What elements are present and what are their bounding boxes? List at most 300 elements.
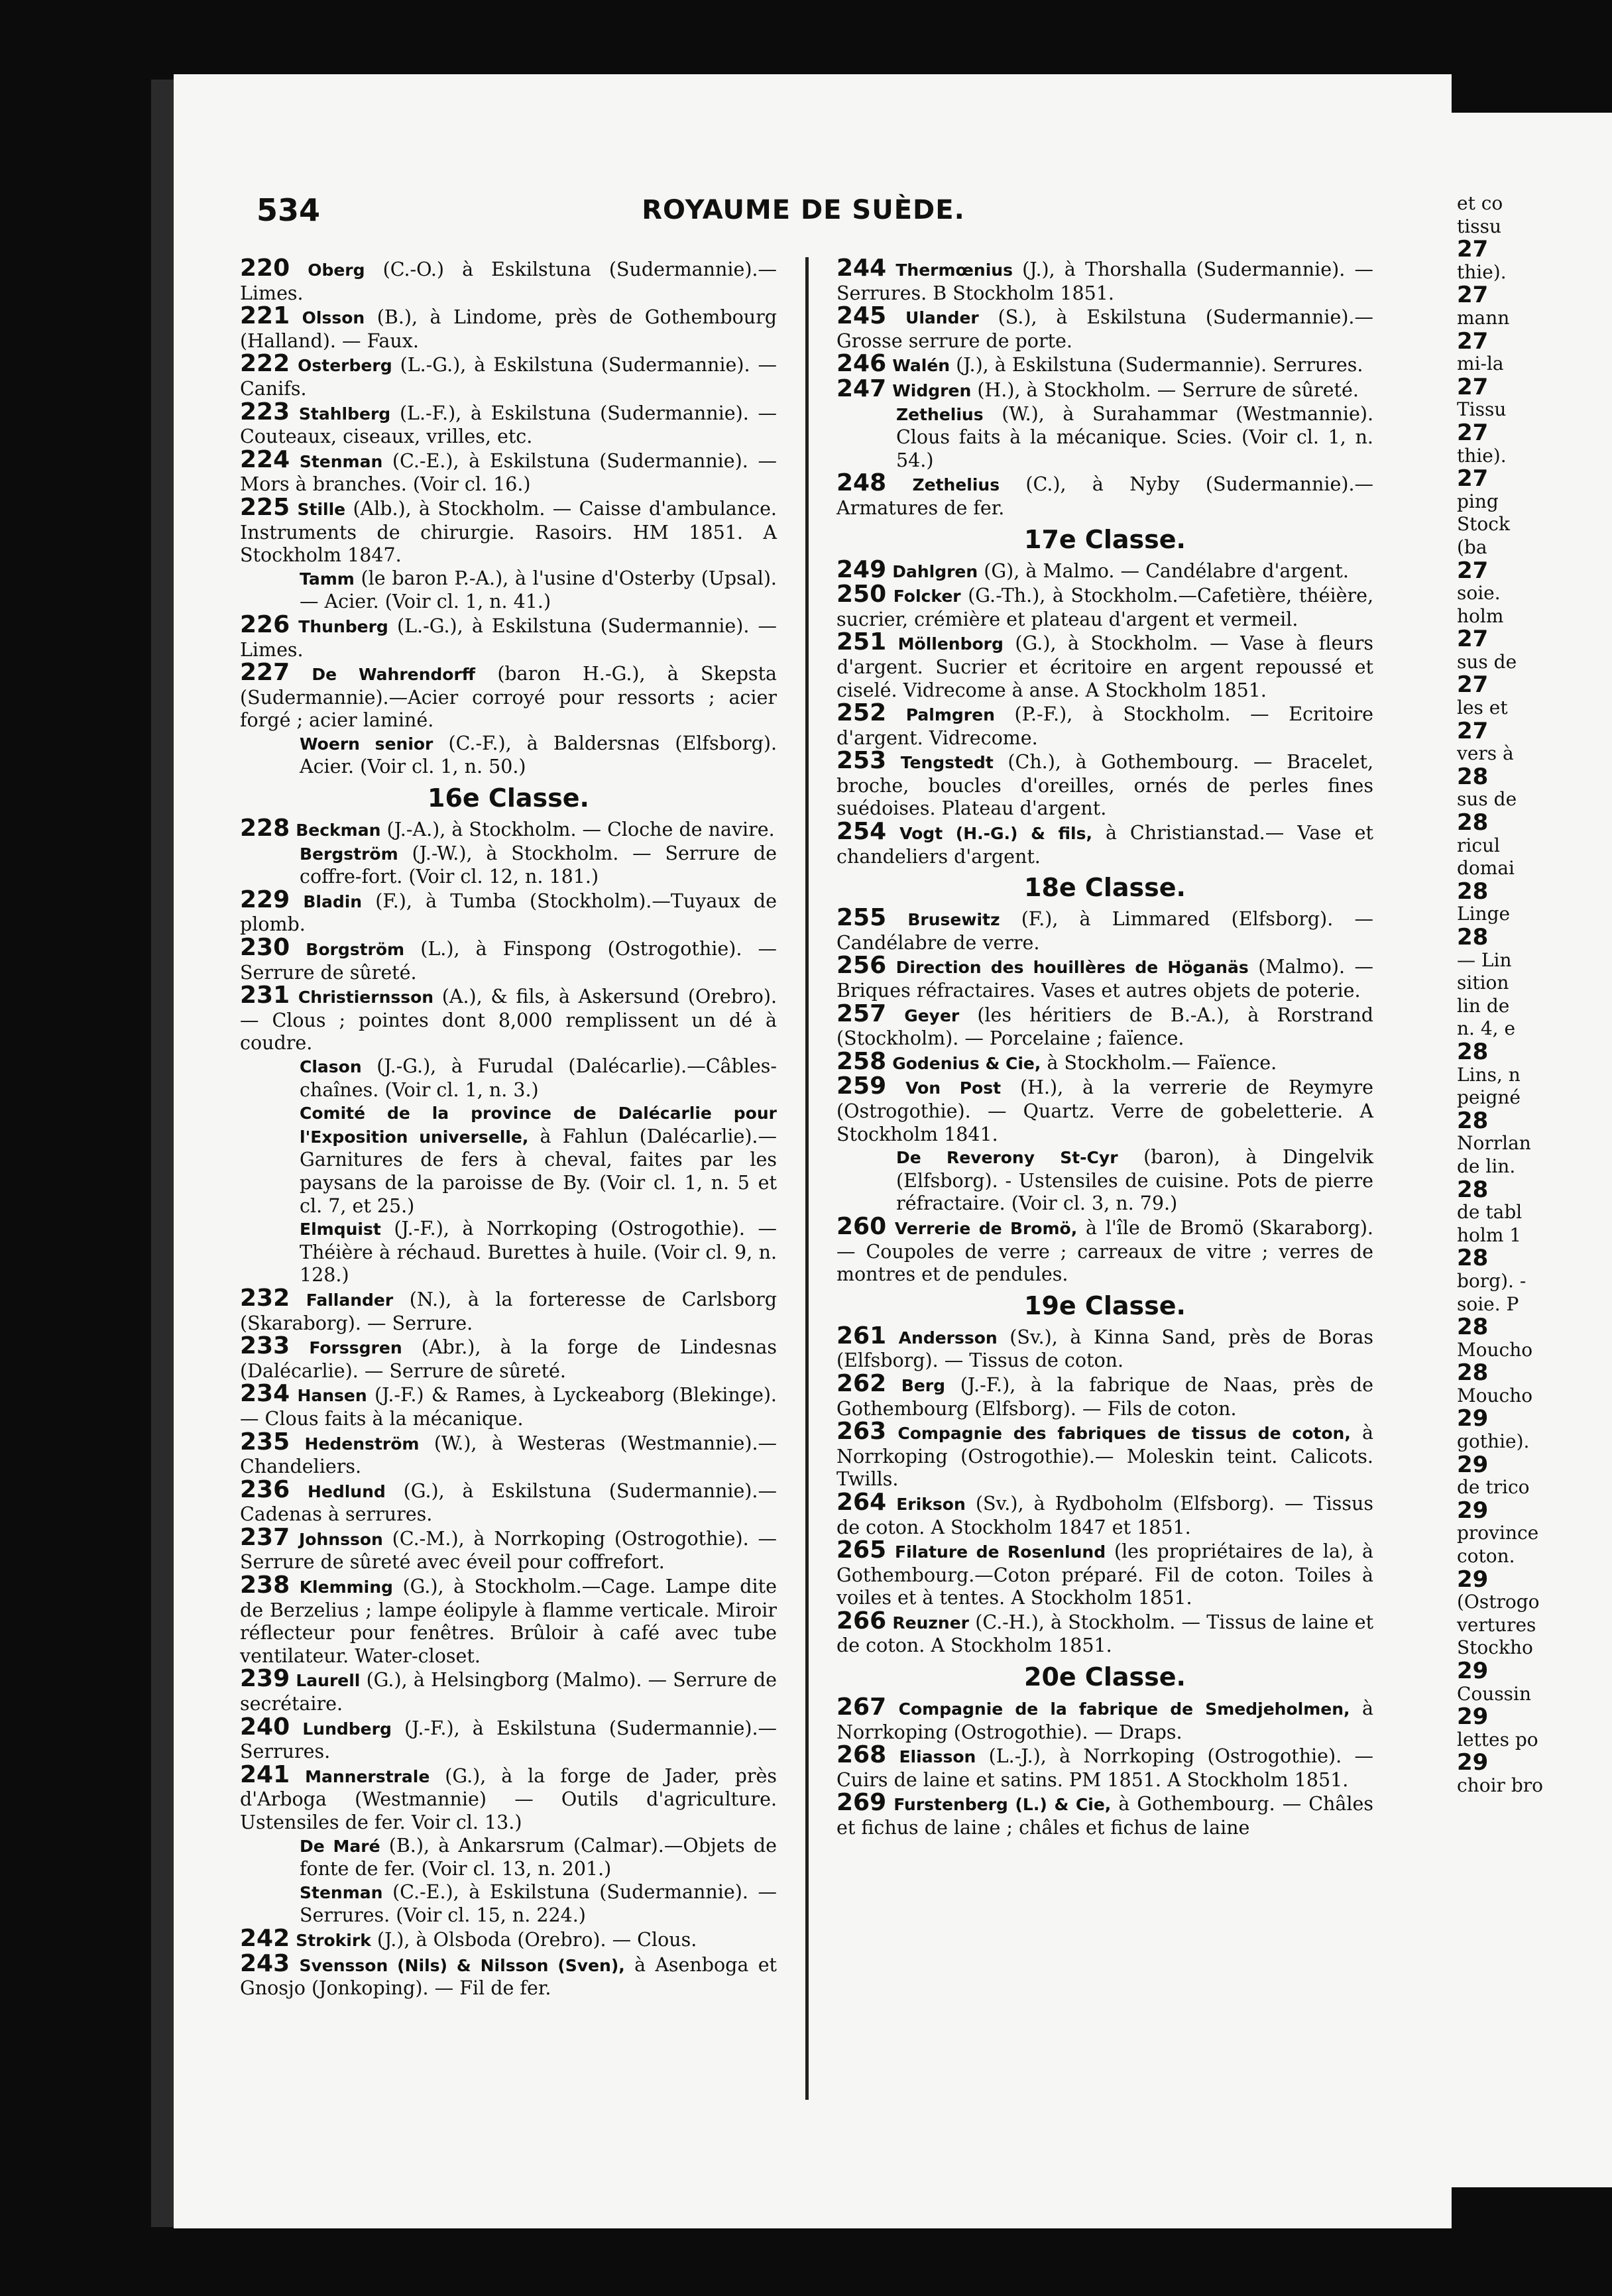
entry-number: 265 [836,1536,887,1564]
entry-number: 263 [836,1418,887,1446]
entry-text: (G.), à Stockholm. — Vase à fleurs d'argent. Sucrier et écritoire en argent repoussé et ciselé. Vidrecome à anse. A Stockholm 1851. [836,632,1373,701]
entry-number: 235 [240,1428,290,1456]
entry-text: (les propriétaires de la), à Gothembourg.—Coton préparé. Fil de coton. Toiles à voiles et à tentes. A Stockholm 1851. [836,1540,1374,1609]
facing-page-fragment: n. 4, e [1457,1017,1516,1040]
entry-text: (G.), à Stockholm.—Cage. Lampe dite de Berzelius ; lampe éolipyle à flamme verticale. Miroir réflecteur pour fenêtres. Brûloir à café avec tube ventilateur. Water-closet. [240,1576,777,1667]
exhibitor-name: Fallander [306,1290,394,1310]
exhibitor-name: Bergström [300,844,398,864]
entry-number: 243 [240,1949,290,1977]
facing-page-fragment: province [1457,1522,1539,1544]
exhibitor-entry [240,1924,777,1953]
exhibitor-entry [240,1102,777,1218]
entry-number: 249 [836,555,887,583]
entry-number: 224 [240,445,290,473]
entry-text: (W.), à Surahammar (Westmannie). Clous faits à la mécanique. Scies. (Voir cl. 1, n. 54.) [896,402,1373,471]
entry-text: (Abr.), à la forge de Lindesnas (Dalécarlie). — Serrure de sûreté. [240,1336,777,1382]
exhibitor-entry [240,1055,777,1102]
book-binding-shadow [151,80,174,2227]
exhibitor-entry [240,1428,777,1479]
exhibitor-name: Svensson (Nils) & Nilsson (Sven), [299,1955,625,1975]
exhibitor-name: Ulander [905,308,979,328]
exhibitor-name: Compagnie des fabriques de tissus de coton, [897,1424,1351,1444]
exhibitor-name: Stenman [299,451,383,471]
facing-page-fragment: 28 [1457,763,1489,790]
entry-text: (C.-O.) à Eskilstuna (Sudermannie).— Limes. [240,258,777,304]
exhibitor-name: Furstenberg (L.) & Cie, [893,1795,1112,1815]
facing-page-fragment: Moucho [1457,1384,1533,1406]
facing-page-fragment: Stock [1457,513,1510,536]
exhibitor-entry [836,1741,1374,1792]
facing-page-fragment: 27 [1457,373,1489,400]
entry-text: (baron H.-G.), à Skepsta (Sudermannie).—Acier corroyé pour ressorts ; acier forgé ; acier laminé. [240,663,777,732]
exhibitor-name: Olsson [302,308,365,328]
entry-number: 268 [836,1741,887,1769]
facing-page-fragment: 29 [1457,1703,1489,1731]
facing-page-fragment: soie. P [1457,1292,1519,1315]
facing-page-fragment: vertures [1457,1613,1536,1636]
entry-text: (G.), à Eskilstuna (Sudermannie).— Cadenas à serrures. [240,1479,777,1526]
entry-text: (J.-F.), à la fabrique de Naas, près de Gothembourg (Elfsborg). — Fils de coton. [836,1373,1374,1420]
entry-text: (A.), & fils, à Askersund (Orebro). — Clous ; pointes dont 8,000 remplissent un dé à coudre. [240,986,777,1055]
exhibitor-entry [836,257,1373,305]
exhibitor-entry [240,1332,777,1383]
facing-page-fragment: holm 1 [1457,1224,1522,1246]
facing-page-fragment: ping [1457,490,1499,512]
entry-text: à Norrkoping (Ostrogothie). — Draps. [836,1697,1374,1743]
entry-number: 256 [836,952,887,980]
facing-page-fragment: de lin. [1457,1155,1516,1177]
exhibitor-name: Geyer [904,1005,960,1025]
entry-text: (J.-F.), à Norrkoping (Ostrogothie). — Théière à réchaud. Burettes à huile. (Voir cl. 9, n. 128.) [300,1218,777,1287]
exhibitor-entry [240,842,777,889]
entry-text: (G.), à la forge de Jader, près d'Arboga (Westmannie) — Outils d'agriculture. Ustensiles de fer. Voir cl. 13.) [240,1764,777,1833]
exhibitor-entry [240,1523,777,1574]
exhibitor-name: Oberg [308,260,365,280]
exhibitor-name: Tamm [300,569,355,589]
entry-number: 238 [240,1572,290,1599]
exhibitor-entry [836,350,1373,378]
exhibitor-name: Mannerstrale [305,1766,430,1786]
facing-page-fragment: borg). - [1457,1269,1526,1292]
exhibitor-name: Thermœnius [895,260,1013,280]
exhibitor-name: Walén [892,356,950,376]
entry-number: 231 [240,982,290,1009]
entry-text: (C.-E.), à Eskilstuna (Sudermannie). — Serrures. (Voir cl. 15, n. 224.) [300,1880,777,1927]
entry-number: 260 [836,1212,887,1240]
entry-number: 267 [836,1693,887,1721]
class-heading: 18e Classe. [1024,873,1186,903]
facing-page-fragments [1457,192,1612,1798]
exhibitor-entry [836,818,1373,868]
facing-page-fragment: 28 [1457,1359,1489,1387]
page-header [257,192,1350,245]
exhibitor-entry [240,302,777,353]
exhibitor-name: Möllenborg [897,634,1004,654]
exhibitor-entry [240,934,777,984]
entry-number: 223 [240,398,290,426]
facing-page-fragment: domai [1457,857,1515,880]
facing-page-fragment: 27 [1457,236,1489,263]
exhibitor-name: De Reverony St-Cyr [896,1148,1118,1168]
facing-page-fragment: 28 [1457,878,1489,905]
entry-text: (J.), à Olsboda (Orebro). — Clous. [376,1928,697,1951]
exhibitor-name: Stille [297,499,346,519]
exhibitor-name: Dahlgren [892,561,978,581]
facing-page-fragment: 29 [1457,1658,1489,1684]
exhibitor-entry [836,1369,1374,1420]
exhibitor-entry [836,1488,1374,1539]
entry-number: 264 [836,1488,887,1516]
exhibitor-name: Borgström [306,940,405,960]
exhibitor-name: Stahlberg [298,404,391,424]
facing-page-fragment: 27 [1457,282,1489,309]
entry-number: 262 [836,1369,887,1397]
exhibitor-entry [836,403,1373,473]
facing-page-fragment: 29 [1457,1749,1489,1776]
entry-text: à Asenboga et Gnosjo (Jonkoping). — Fil de fer. [240,1953,777,2000]
entry-number: 230 [240,934,290,962]
facing-page-fragment: et co [1457,192,1503,214]
entry-text: (J.-A.), à Stockholm. — Cloche de navire. [386,819,775,841]
facing-page-fragment: lettes po [1457,1728,1538,1751]
facing-page-fragment: de tabl [1457,1201,1523,1224]
facing-page-fragment: (Ostrogo [1457,1591,1540,1613]
exhibitor-entry [836,1072,1373,1146]
entry-text: (G.-Th.), à Stockholm.—Cafetière, théière, sucrier, crémière et plateau d'argent et vermeil. [836,585,1374,630]
facing-page-fragment: 28 [1457,1176,1489,1203]
entry-text: (G), à Malmo. — Candélabre d'argent. [984,559,1349,582]
exhibitor-entry [836,302,1373,353]
facing-page-fragment: 28 [1457,1107,1489,1134]
exhibitor-entry [836,1420,1373,1491]
running-title: ROYAUME DE SUÈDE. [642,195,965,225]
facing-page-fragment: choir bro [1457,1774,1543,1796]
facing-page-fragment: — Lin [1457,948,1512,971]
entry-text: à Christianstad.— Vase et chandeliers d'argent. [836,822,1373,868]
facing-page-fragment: 27 [1457,465,1489,492]
exhibitor-name: Stenman [300,1882,383,1902]
exhibitor-entry [240,1949,777,2000]
exhibitor-entry [240,732,777,779]
facing-page-fragment: 27 [1457,419,1489,446]
entry-number: 245 [836,302,887,330]
facing-page-fragment: 27 [1457,557,1489,584]
right-column [836,257,1373,1840]
entry-text: (B.), à Ankarsrum (Calmar).—Objets de fonte de fer. (Voir cl. 13, n. 201.) [300,1834,777,1880]
exhibitor-entry [836,469,1374,520]
exhibitor-entry [836,1146,1373,1216]
facing-page-fragment: Moucho [1457,1338,1533,1361]
class-heading: 16e Classe. [428,783,589,813]
exhibitor-entry [836,1693,1374,1744]
entry-text: (F.), à Tumba (Stockholm).—Tuyaux de plomb. [240,890,777,936]
exhibitor-entry [836,628,1373,702]
entry-text: (Alb.), à Stockholm. — Caisse d'ambulance. Instruments de chirurgie. Rasoirs. HM 1851. A Stockholm 1847. [240,497,777,567]
exhibitor-entry [240,817,777,842]
exhibitor-entry [240,1574,777,1668]
facing-page-fragment: 28 [1457,1038,1489,1065]
facing-page-fragment: mi-la [1457,353,1504,375]
exhibitor-entry [240,1881,777,1927]
exhibitor-name: Hedenström [304,1434,420,1454]
entry-number: 227 [240,659,290,687]
exhibitor-entry [836,1789,1374,1839]
exhibitor-name: Bladin [303,891,363,911]
exhibitor-entry [240,886,777,937]
exhibitor-entry [240,1665,777,1715]
entry-number: 229 [240,886,290,913]
entry-number: 234 [240,1380,290,1408]
facing-page-fragment: 28 [1457,1245,1489,1272]
exhibitor-name: Direction des houillères de Höganäs [895,958,1249,978]
entry-number: 241 [240,1760,290,1788]
facing-page-fragment: 29 [1457,1405,1489,1432]
exhibitor-entry [836,555,1373,584]
exhibitor-name: Tengstedt [900,753,994,773]
facing-page-fragment: 28 [1457,1314,1489,1341]
entry-text: (Sv.), à Rydboholm (Elfsborg). — Tissus de coton. A Stockholm 1847 et 1851. [836,1492,1374,1538]
entry-number: 261 [836,1322,887,1349]
entry-number: 228 [240,815,290,842]
entry-number: 250 [836,581,887,608]
exhibitor-name: Filature de Rosenlund [895,1542,1106,1562]
exhibitor-name: Eliasson [899,1747,976,1767]
exhibitor-name: Forssgren [309,1338,402,1358]
exhibitor-entry [240,493,777,567]
facing-page-fragment: lin de [1457,994,1510,1017]
entry-text: à Norrkoping (Ostrogothie).— Moleskin teint. Calicots. Twills. [836,1422,1374,1491]
exhibitor-entry [240,1835,777,1881]
exhibitor-entry [836,1212,1373,1287]
left-column [240,257,777,2000]
exhibitor-entry [240,350,777,400]
page-number: 534 [257,192,321,228]
exhibitor-entry [836,374,1373,403]
facing-page-fragment: 27 [1457,626,1489,653]
entry-number: 251 [836,628,887,656]
exhibitor-name: Klemming [299,1578,393,1597]
entry-text: (C.-E.), à Eskilstuna (Sudermannie). — Mors à branches. (Voir cl. 16.) [240,449,777,496]
entry-text: (C.), à Nyby (Sudermannie).—Armatures de fer. [836,473,1374,519]
entry-text: (N.), à la forteresse de Carlsborg (Skaraborg). — Serrure. [240,1288,777,1334]
entry-text: (L.), à Finspong (Ostrogothie). — Serrure de sûreté. [240,938,777,984]
facing-page-fragment: 29 [1457,1451,1489,1478]
entry-text: (Malmo). — Briques réfractaires. Vases et autres objets de poterie. [836,956,1373,1002]
entry-number: 248 [836,469,887,497]
entry-number: 242 [240,1924,290,1952]
entry-number: 258 [836,1047,887,1075]
exhibitor-name: Zethelius [896,404,984,424]
facing-page-fragment: Norrlan [1457,1132,1531,1155]
exhibitor-name: Widgren [892,380,972,400]
entry-text: (L.-G.), à Eskilstuna (Sudermannie). — Limes. [240,614,777,661]
exhibitor-name: Elmquist [300,1220,381,1239]
facing-page-fragment: Tissu [1457,398,1507,421]
entry-number: 239 [240,1665,290,1693]
exhibitor-entry [836,904,1374,954]
entry-number: 259 [836,1072,887,1100]
facing-page-fragment: holm [1457,604,1504,627]
entry-number: 225 [240,493,290,521]
entry-text: (J.-W.), à Stockholm. — Serrure de coffre-fort. (Voir cl. 12, n. 181.) [300,842,777,888]
exhibitor-name: Osterberg [298,356,392,376]
exhibitor-name: Beckman [296,821,381,840]
exhibitor-entry [836,1322,1373,1373]
exhibitor-name: Godenius & Cie, [892,1053,1041,1073]
exhibitor-entry [240,398,777,449]
exhibitor-entry [836,583,1373,631]
entry-number: 269 [836,1789,887,1817]
exhibitor-name: Woern senior [300,734,433,754]
exhibitor-entry [240,1218,777,1287]
exhibitor-name: Berg [901,1375,946,1395]
entry-number: 237 [240,1523,290,1551]
entry-text: (B.), à Lindome, près de Gothembourg (Halland). — Faux. [240,306,777,352]
exhibitor-entry [836,747,1374,821]
exhibitor-name: Von Post [905,1078,1002,1098]
facing-page-fragment: Linge [1457,903,1511,925]
facing-page-fragment: tissu [1457,215,1501,237]
column-divider [805,257,809,2100]
entry-number: 254 [836,818,887,846]
exhibitor-entry [836,1536,1374,1610]
facing-page-fragment: mann [1457,306,1510,329]
entry-number: 244 [836,255,887,282]
exhibitor-entry [240,984,777,1055]
exhibitor-entry [240,661,777,732]
facing-page-fragment: (ba [1457,536,1487,558]
facing-page-fragment: 27 [1457,327,1489,355]
entry-text: (le baron P.-A.), à l'usine d'Osterby (Upsal). — Acier. (Voir cl. 1, n. 41.) [300,567,777,613]
entry-number: 232 [240,1284,290,1312]
exhibitor-name: Brusewitz [907,910,1000,930]
exhibitor-name: Zethelius [912,475,1000,495]
entry-text: (J.-F.), à Eskilstuna (Sudermannie).— Serrures. [240,1717,777,1763]
facing-page-fragment: vers à [1457,742,1514,765]
entry-number: 246 [836,350,887,378]
exhibitor-entry [240,1760,777,1835]
facing-page-fragment: sus de [1457,650,1517,673]
entry-text: (S.), à Eskilstuna (Sudermannie).— Grosse serrure de porte. [836,306,1373,352]
entry-text: (L.-F.), à Eskilstuna (Sudermannie). — Couteaux, ciseaux, vrilles, etc. [240,402,777,448]
entry-text: (G.), à Helsingborg (Malmo). — Serrure de secrétaire. [240,1669,777,1715]
exhibitor-name: Hansen [297,1386,367,1406]
facing-page-fragment: sition [1457,972,1509,994]
entry-text: (H.), à Stockholm. — Serrure de sûreté. [977,378,1359,401]
exhibitor-entry [836,1607,1374,1658]
entry-text: (W.), à Westeras (Westmannie).—Chandeliers. [240,1432,777,1478]
facing-page-fragment: 27 [1457,717,1489,744]
entry-text: (F.), à Limmared (Elfsborg). — Candélabre de verre. [836,908,1374,954]
class-heading: 17e Classe. [1024,524,1186,554]
entry-number: 266 [836,1607,887,1635]
entry-number: 247 [836,374,887,402]
exhibitor-name: Strokirk [296,1930,371,1950]
entry-text: (L.-J.), à Norrkoping (Ostrogothie). — Cuirs de laine et satins. PM 1851. A Stockholm 1851. [836,1745,1374,1791]
class-heading: 20e Classe. [1024,1662,1186,1692]
entry-number: 255 [836,904,887,932]
entry-text: (baron), à Dingelvik (Elfsborg). - Ustensiles de cuisine. Pots de pierre réfractaire. (Voir cl. 3, n. 79.) [896,1146,1374,1215]
entry-number: 226 [240,610,290,638]
exhibitor-name: Hedlund [307,1481,386,1501]
facing-page-fragment: Coussin [1457,1682,1532,1705]
facing-page-fragment: Lins, n [1457,1063,1521,1086]
entry-text: à Gothembourg. — Châles et fichus de laine ; châles et fichus de laine [836,1793,1374,1839]
exhibitor-name: Andersson [898,1328,998,1348]
entry-text: (H.), à la verrerie de Reymyre (Ostrogothie). — Quartz. Verre de gobeletterie. A Stockholm 1841. [836,1076,1373,1145]
facing-page-fragment: soie. [1457,582,1501,604]
exhibitor-name: Reuzner [892,1613,969,1633]
exhibitor-entry [240,257,777,305]
entry-text: (Sv.), à Kinna Sand, près de Boras (Elfsborg). — Tissus de coton. [836,1326,1373,1372]
entry-text: (P.-F.), à Stockholm. — Ecritoire d'argent. Vidrecome. [836,703,1373,749]
entry-number: 220 [240,255,290,282]
exhibitor-entry [836,699,1373,750]
facing-page-fragment: sus de [1457,788,1517,811]
entry-text: (Ch.), à Gothembourg. — Bracelet, broche, boucles d'oreilles, ornés de perles fines suédoises. Plateau d'argent. [836,751,1374,820]
entry-text: (J.), à Eskilstuna (Sudermannie). Serrures. [956,354,1363,376]
facing-page-fragment: Stockho [1457,1636,1533,1659]
exhibitor-entry [240,1475,777,1526]
exhibitor-name: Johnsson [299,1529,383,1549]
facing-page-fragment: 29 [1457,1566,1489,1593]
exhibitor-name: Verrerie de Bromö, [894,1218,1078,1238]
entry-text: (J.), à Thorshalla (Sudermannie). — Serrures. B Stockholm 1851. [836,258,1373,304]
entry-number: 240 [240,1713,290,1741]
exhibitor-name: Compagnie de la fabrique de Smedjeholmen, [898,1699,1350,1719]
entry-number: 257 [836,1000,887,1027]
exhibitor-name: Palmgren [905,705,995,725]
entry-text: (les héritiers de B.-A.), à Rorstrand (Stockholm). — Porcelaine ; faïence. [836,1004,1373,1050]
entry-text: (L.-G.), à Eskilstuna (Sudermannie). — Canifs. [240,354,777,400]
exhibitor-entry [240,1713,777,1764]
book-page [174,74,1452,2228]
exhibitor-entry [240,610,777,661]
entry-text: (C.-M.), à Norrkoping (Ostrogothie). — Serrure de sûreté avec éveil pour coffrefort. [240,1527,777,1574]
exhibitor-entry [240,567,777,614]
entry-number: 252 [836,699,887,727]
exhibitor-entry [836,1047,1373,1076]
exhibitor-name: Laurell [296,1671,361,1691]
facing-page-fragment: de trico [1457,1476,1530,1499]
exhibitor-name: Christiernsson [298,988,434,1007]
facing-page-fragment: thie). [1457,260,1507,283]
facing-page-fragment: 28 [1457,924,1489,950]
exhibitor-entry [240,445,777,496]
facing-page-fragment: peigné [1457,1086,1521,1109]
exhibitor-entry [240,1380,777,1430]
entry-text: (J.-F.) & Rames, à Lyckeaborg (Blekinge). — Clous faits à la mécanique. [240,1384,777,1430]
exhibitor-name: Erikson [896,1494,966,1514]
class-heading: 19e Classe. [1024,1291,1186,1320]
exhibitor-name: Clason [300,1057,362,1076]
entry-number: 236 [240,1475,290,1503]
facing-page-fragment: 27 [1457,671,1489,699]
facing-page-edge [1450,113,1612,2187]
entry-text: à Fahlun (Dalécarlie).— Garnitures de fers à cheval, faites par les paysans de la paroisse de By. (Voir cl. 1, n. 5 et cl. 7, et 25.) [300,1125,777,1217]
exhibitor-name: Vogt (H.-G.) & fils, [899,824,1092,844]
entry-text: (C.-F.), à Baldersnas (Elfsborg). Acier. (Voir cl. 1, n. 50.) [300,732,777,778]
exhibitor-entry [240,1284,777,1335]
exhibitor-name: De Wahrendorff [312,665,476,685]
entry-text: à l'île de Bromö (Skaraborg). — Coupoles de verre ; carreaux de vitre ; verres de montres et de pendules. [836,1216,1373,1286]
entry-number: 221 [240,302,290,330]
entry-number: 222 [240,350,290,378]
exhibitor-name: Folcker [893,587,961,606]
facing-page-fragment: 28 [1457,809,1489,836]
entry-text: à Stockholm.— Faïence. [1047,1051,1277,1074]
entry-number: 233 [240,1332,290,1360]
